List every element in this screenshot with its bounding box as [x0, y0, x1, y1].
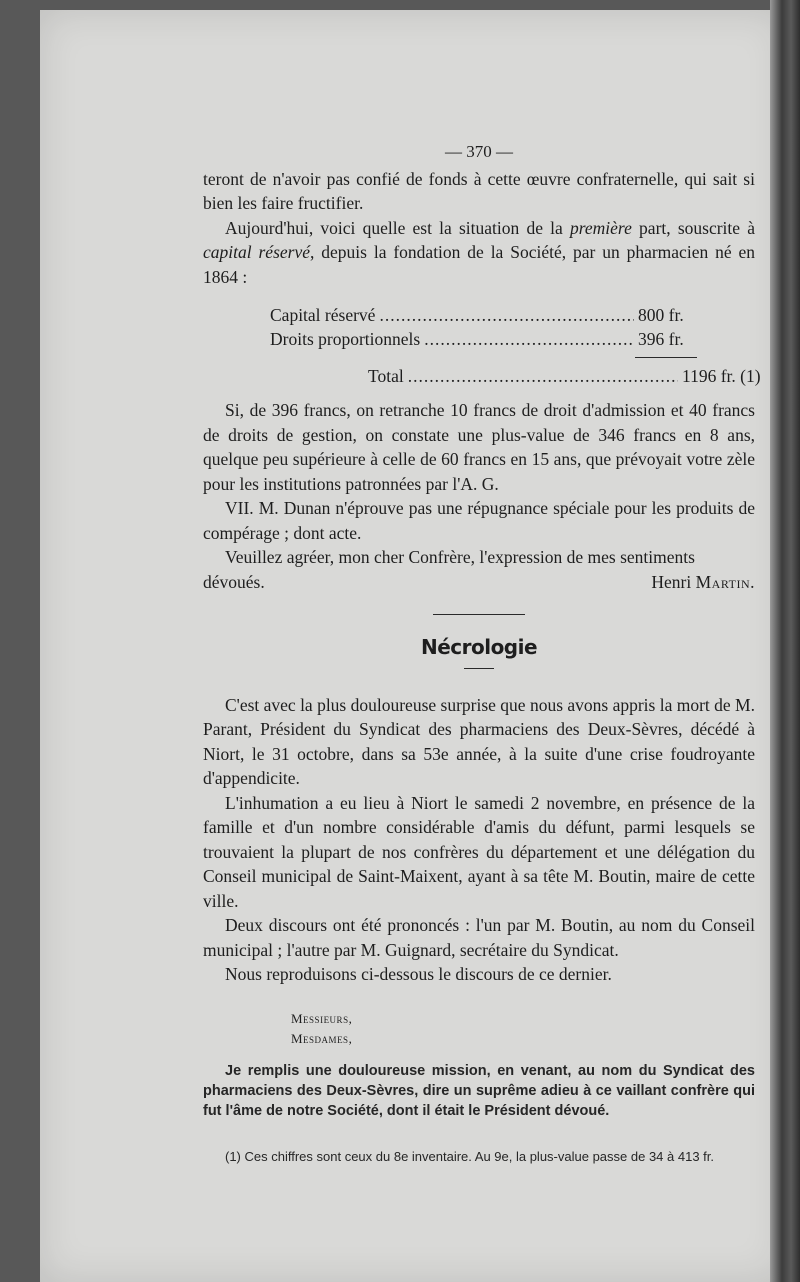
necrology-paragraph-4: Nous reproduisons ci-dessous le discours de ce dernier.	[225, 964, 612, 984]
account-label: Droits proportionnels	[270, 329, 421, 349]
account-value: 396 fr.	[638, 329, 684, 349]
page-number: — 370 —	[445, 142, 513, 161]
account-label: Capital réservé	[270, 305, 376, 325]
salutation-line-2: Mesdames,	[291, 1030, 353, 1046]
total-row	[368, 364, 778, 388]
accounts-table	[270, 303, 761, 388]
letter-paragraph-2	[203, 216, 755, 290]
salutation-line-1: Messieurs,	[291, 1010, 353, 1026]
necrology-paragraph-2: L'inhumation a eu lieu à Niort le samedi 2 novembre, en présence de la famille et d'un nombre considérable d'amis du défunt, parmi lesquels se trouvaient la plupart de nos confrères du département et une délégation du Conseil municipal de Saint-Maixent, ayant à sa tête M. Boutin, maire de cette ville.	[203, 792, 755, 911]
letter-paragraph-4: VII. M. Dunan n'éprouve pas une répugnance spéciale pour les produits de compérage ; dont acte.	[203, 498, 755, 543]
emphasis-premiere: première	[569, 217, 632, 238]
speech-text: Je remplis une douloureuse mission, en venant, au nom du Syndicat des pharmaciens des Deux-Sèvres, dire un suprême adieu à ce vaillant confrère qui fut l'âme de notre Société, dont il était le Président dévoué.	[203, 1062, 755, 1119]
speech-salutation	[291, 1009, 755, 1049]
section-title: Nécrologie	[420, 635, 538, 659]
sum-rule	[635, 357, 697, 358]
text-run: part, souscrite à	[631, 217, 755, 238]
closing-word: dévoués.	[203, 571, 265, 592]
total-value: 1196 fr. (1)	[682, 366, 761, 386]
letter-paragraph-1: teront de n'avoir pas confié de fonds à cette œuvre confraternelle, qui sait si bien les faire fructifier.	[203, 168, 755, 213]
text-run: Aujourd'hui, voici quelle est la situation de la	[225, 217, 570, 238]
account-value: 800 fr.	[638, 305, 684, 325]
leader-dots	[379, 303, 634, 328]
book-spine	[770, 0, 800, 1282]
leader-dots	[424, 327, 634, 352]
account-row	[270, 303, 700, 327]
signature-first-name: Henri	[651, 571, 692, 592]
total-label: Total	[368, 366, 404, 386]
signature-line	[203, 570, 755, 595]
text-run: , depuis la fondation de la Société, par un pharmacien né en 1864 :	[203, 242, 756, 287]
signature	[651, 570, 755, 595]
section-divider	[433, 614, 525, 615]
necrology-paragraph-1: C'est avec la plus douloureuse surprise que nous avons appris la mort de M. Parant, Président du Syndicat des pharmaciens des Deux-Sèvres, décédé à Niort, le 31 octobre, dans sa 53e année, à la suite d'une crise foudroyante d'appendicite.	[203, 694, 755, 788]
title-rule	[464, 668, 494, 669]
page-content	[203, 140, 761, 1169]
necrology-paragraph-3: Deux discours ont été prononcés : l'un par M. Boutin, au nom du Conseil municipal ; l'autre par M. Guignard, secrétaire du Syndicat.	[203, 915, 755, 960]
footnote: (1) Ces chiffres sont ceux du 8e inventaire. Au 9e, la plus-value passe de 34 à 413 fr.	[225, 1148, 714, 1164]
emphasis-capital-reserve: capital réservé	[203, 242, 310, 262]
leader-dots	[408, 364, 678, 389]
signature-last-name: Martin.	[695, 571, 755, 592]
account-row	[270, 327, 700, 351]
letter-paragraph-3: Si, de 396 francs, on retranche 10 francs de droit d'admission et 40 francs de droits de gestion, on constate une plus-value de 346 francs en 8 ans, quelque peu supérieure à celle de 60 francs en 15 ans, que prévoyait votre zèle pour les institutions patronnées par l'A. G.	[203, 400, 755, 494]
letter-paragraph-5: Veuillez agréer, mon cher Confrère, l'expression de mes sentiments	[225, 547, 695, 567]
